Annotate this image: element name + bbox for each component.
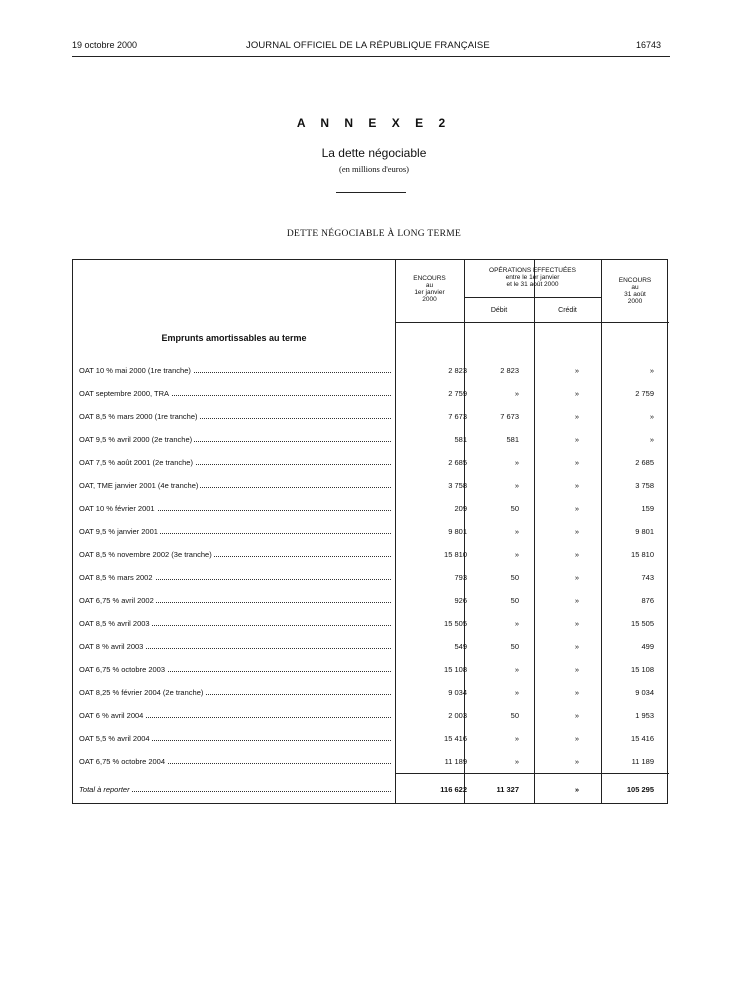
cell-encours-start: 11 189 bbox=[444, 757, 467, 766]
row-label bbox=[79, 785, 391, 794]
operations-header-rule bbox=[464, 297, 601, 298]
annex-title: A N N E X E 2 bbox=[296, 116, 452, 130]
cell-encours-end: 3 758 bbox=[635, 481, 654, 490]
cell-debit: 50 bbox=[510, 573, 519, 582]
cell-debit: » bbox=[514, 481, 519, 490]
table-row bbox=[73, 734, 669, 757]
col-header-line: et le 31 août 2000 bbox=[506, 281, 559, 288]
table-row bbox=[73, 366, 669, 389]
row-label-text: OAT 8,5 % mars 2002 bbox=[79, 573, 153, 582]
table-row bbox=[73, 757, 669, 780]
cell-encours-end: 2 685 bbox=[635, 458, 654, 467]
row-label-text: OAT 10 % mai 2000 (1re tranche) bbox=[79, 366, 191, 375]
cell-encours-end: 15 108 bbox=[631, 665, 654, 674]
cell-debit: » bbox=[514, 527, 519, 536]
cell-encours-end: 743 bbox=[641, 573, 654, 582]
row-label bbox=[79, 527, 391, 536]
table-row bbox=[73, 596, 669, 619]
table-row bbox=[73, 688, 669, 711]
cell-encours-start: 15 416 bbox=[444, 734, 467, 743]
cell-encours-end: 876 bbox=[641, 596, 654, 605]
row-label bbox=[79, 596, 391, 605]
row-label-text: OAT 9,5 % avril 2000 (2e tranche) bbox=[79, 435, 193, 444]
row-label bbox=[79, 412, 391, 421]
cell-debit: » bbox=[514, 550, 519, 559]
table-row bbox=[73, 665, 669, 688]
col-header-line: 31 août bbox=[624, 291, 646, 298]
table-row bbox=[73, 711, 669, 734]
row-label bbox=[79, 573, 391, 582]
cell-credit: » bbox=[574, 504, 579, 513]
cell-debit: 50 bbox=[510, 596, 519, 605]
document-subtitle: La dette négociable bbox=[321, 146, 427, 160]
row-label bbox=[79, 757, 391, 766]
cell-encours-start: 3 758 bbox=[448, 481, 467, 490]
table-row bbox=[73, 573, 669, 596]
cell-credit: » bbox=[574, 481, 579, 490]
total-row bbox=[73, 785, 669, 808]
group-label: Emprunts amortissables au terme bbox=[161, 333, 307, 343]
cell-encours-start: 549 bbox=[454, 642, 467, 651]
table-row bbox=[73, 527, 669, 550]
row-label-text: OAT 6,75 % octobre 2003 bbox=[79, 665, 166, 674]
row-label bbox=[79, 458, 391, 467]
cell-encours-end: » bbox=[649, 412, 654, 421]
row-label-text: OAT 8,5 % novembre 2002 (3e tranche) bbox=[79, 550, 212, 559]
cell-credit: » bbox=[574, 711, 579, 720]
row-label bbox=[79, 642, 391, 651]
row-label-text: OAT 8,5 % mars 2000 (1re tranche) bbox=[79, 412, 198, 421]
cell-credit: » bbox=[574, 734, 579, 743]
cell-encours-end: 15 416 bbox=[631, 734, 654, 743]
col-header-line: ENCOURS bbox=[413, 275, 446, 282]
cell-encours-start: 926 bbox=[454, 596, 467, 605]
row-label-text: OAT 6,75 % avril 2002 bbox=[79, 596, 154, 605]
cell-encours-end: 159 bbox=[641, 504, 654, 513]
cell-credit: » bbox=[574, 573, 579, 582]
header-date: 19 octobre 2000 bbox=[72, 40, 138, 50]
table-row bbox=[73, 504, 669, 527]
cell-credit: » bbox=[574, 550, 579, 559]
header-rule bbox=[72, 56, 670, 57]
cell-debit: 581 bbox=[506, 435, 519, 444]
cell-encours-end: 499 bbox=[641, 642, 654, 651]
cell-encours-start: 2 003 bbox=[448, 711, 467, 720]
cell-credit: » bbox=[574, 366, 579, 375]
cell-encours-end: 11 189 bbox=[631, 757, 654, 766]
cell-debit: » bbox=[514, 458, 519, 467]
table-row bbox=[73, 550, 669, 573]
row-label-text: OAT 7,5 % août 2001 (2e tranche) bbox=[79, 458, 193, 467]
col-header-line: 1er janvier bbox=[414, 289, 445, 296]
cell-encours-end: 1 953 bbox=[635, 711, 654, 720]
header-bottom-rule bbox=[395, 322, 669, 323]
cell-encours-start: 2 823 bbox=[448, 366, 467, 375]
cell-encours-start: 2 685 bbox=[448, 458, 467, 467]
col-header-line: entre le 1er janvier bbox=[505, 274, 560, 281]
cell-credit: » bbox=[574, 688, 579, 697]
page-number: 16743 bbox=[636, 40, 662, 50]
cell-encours-end: 15 505 bbox=[631, 619, 654, 628]
row-label-text: OAT 8 % avril 2003 bbox=[79, 642, 144, 651]
row-label bbox=[79, 619, 391, 628]
cell-debit: 11 327 bbox=[496, 785, 519, 794]
cell-encours-start: 9 801 bbox=[448, 527, 467, 536]
row-label-text: OAT 5,5 % avril 2004 bbox=[79, 734, 150, 743]
cell-encours-end: 9 034 bbox=[635, 688, 654, 697]
cell-encours-start: 15 810 bbox=[444, 550, 467, 559]
cell-credit: » bbox=[574, 596, 579, 605]
total-rule bbox=[395, 773, 669, 774]
cell-credit: » bbox=[574, 412, 579, 421]
col-header-line: ENCOURS bbox=[618, 277, 652, 284]
cell-credit: » bbox=[574, 389, 579, 398]
col-header-line: au bbox=[631, 284, 639, 291]
row-label-text: OAT 6,75 % octobre 2004 bbox=[79, 757, 166, 766]
row-label bbox=[79, 688, 391, 697]
table-row bbox=[73, 389, 669, 412]
table-row bbox=[73, 481, 669, 504]
cell-credit: » bbox=[574, 785, 579, 794]
table-row bbox=[73, 458, 669, 481]
cell-debit: » bbox=[514, 734, 519, 743]
separator-rule bbox=[336, 192, 406, 193]
row-label bbox=[79, 389, 391, 398]
col-header-operations bbox=[464, 267, 601, 288]
cell-credit: » bbox=[574, 665, 579, 674]
row-label-text: OAT 8,5 % avril 2003 bbox=[79, 619, 150, 628]
row-label-text: OAT 6 % avril 2004 bbox=[79, 711, 144, 720]
row-label bbox=[79, 481, 391, 490]
col-header-debit: Débit bbox=[490, 307, 508, 314]
row-label-text: OAT 8,25 % février 2004 (2e tranche) bbox=[79, 688, 204, 697]
col-header-line: au bbox=[425, 282, 434, 289]
row-label bbox=[79, 435, 391, 444]
table-row bbox=[73, 642, 669, 665]
cell-encours-end: » bbox=[649, 366, 654, 375]
col-header-credit: Crédit bbox=[558, 307, 577, 314]
cell-encours-end: 9 801 bbox=[635, 527, 654, 536]
cell-encours-end: 2 759 bbox=[635, 389, 654, 398]
row-label bbox=[79, 665, 391, 674]
cell-debit: » bbox=[514, 619, 519, 628]
table-row bbox=[73, 435, 669, 458]
row-label bbox=[79, 711, 391, 720]
col-header-encours-end bbox=[601, 277, 669, 305]
cell-encours-start: 2 759 bbox=[448, 389, 467, 398]
cell-debit: 50 bbox=[510, 711, 519, 720]
cell-debit: 50 bbox=[510, 504, 519, 513]
unit-note: (en millions d'euros) bbox=[339, 164, 409, 174]
row-label-text: OAT septembre 2000, TRA bbox=[79, 389, 170, 398]
cell-credit: » bbox=[574, 642, 579, 651]
table-row bbox=[73, 412, 669, 435]
row-label bbox=[79, 550, 391, 559]
cell-credit: » bbox=[574, 619, 579, 628]
row-label-text: Total à reporter bbox=[79, 785, 130, 794]
table-row bbox=[73, 619, 669, 642]
row-label-text: OAT 10 % février 2001 bbox=[79, 504, 155, 513]
row-label bbox=[79, 366, 391, 375]
debt-table bbox=[72, 259, 668, 804]
col-header-line: 2000 bbox=[422, 296, 437, 303]
cell-encours-start: 9 034 bbox=[448, 688, 467, 697]
col-header-encours-start bbox=[395, 275, 464, 303]
row-label-text: OAT 9,5 % janvier 2001 bbox=[79, 527, 158, 536]
cell-encours-start: 793 bbox=[454, 573, 467, 582]
cell-encours-end: 105 295 bbox=[626, 785, 654, 794]
journal-title: JOURNAL OFFICIEL DE LA RÉPUBLIQUE FRANÇAISE bbox=[246, 40, 490, 51]
row-label bbox=[79, 504, 391, 513]
cell-credit: » bbox=[574, 458, 579, 467]
cell-encours-start: 7 673 bbox=[448, 412, 467, 421]
cell-encours-end: 15 810 bbox=[631, 550, 654, 559]
cell-encours-start: 15 108 bbox=[444, 665, 467, 674]
cell-encours-start: 116 622 bbox=[440, 785, 467, 794]
cell-debit: » bbox=[514, 688, 519, 697]
col-header-line: 2000 bbox=[627, 298, 643, 305]
cell-encours-start: 15 505 bbox=[444, 619, 467, 628]
cell-credit: » bbox=[574, 757, 579, 766]
cell-debit: 2 823 bbox=[500, 366, 519, 375]
row-label bbox=[79, 734, 391, 743]
cell-credit: » bbox=[574, 527, 579, 536]
cell-encours-end: » bbox=[649, 435, 654, 444]
cell-debit: » bbox=[514, 757, 519, 766]
cell-debit: » bbox=[514, 665, 519, 674]
section-title: DETTE NÉGOCIABLE À LONG TERME bbox=[286, 229, 462, 239]
cell-credit: » bbox=[574, 435, 579, 444]
cell-debit: 7 673 bbox=[500, 412, 519, 421]
cell-encours-start: 581 bbox=[454, 435, 467, 444]
cell-debit: 50 bbox=[510, 642, 519, 651]
cell-encours-start: 209 bbox=[454, 504, 467, 513]
col-header-line: OPÉRATIONS EFFECTUÉES bbox=[489, 267, 576, 274]
cell-debit: » bbox=[514, 389, 519, 398]
row-label-text: OAT, TME janvier 2001 (4e tranche) bbox=[79, 481, 199, 490]
